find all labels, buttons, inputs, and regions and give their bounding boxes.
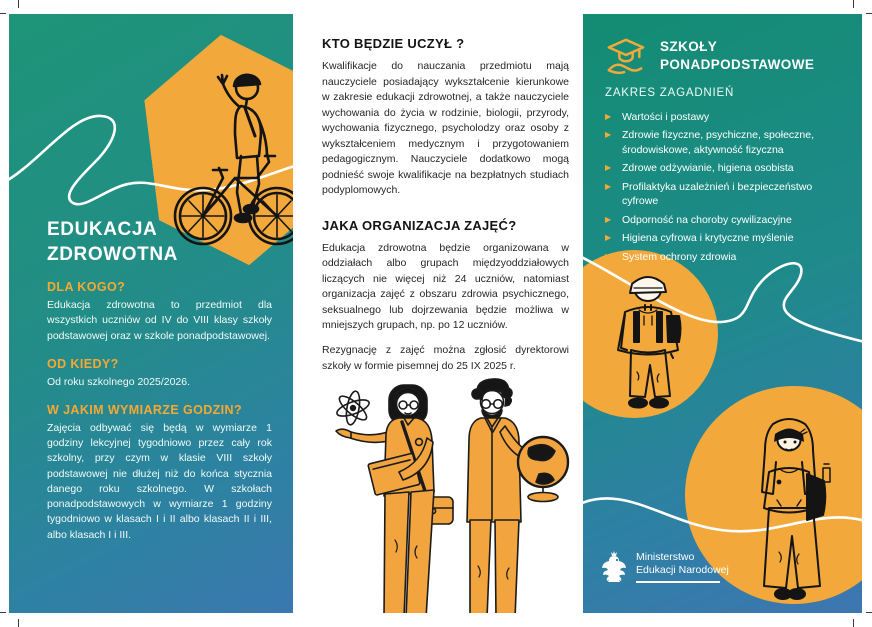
topic-label: Wartości i postawy xyxy=(622,111,710,123)
section-body: Edukacja zdrowotna to przedmiot dla wszystkich uczniów od IV do VIII klasy szkoły podstawowej oraz w szkole ponadpodstawowej. xyxy=(47,299,272,342)
section-body: Zajęcia odbywać się będą w wymiarze 1 godziny lekcyjnej tygodniowo przez cały rok szkolny, przy czym w klasie VIII szkoły podstawowej nie dłużej niż do końca stycznia danego roku szkolnego. W szkołach ponadpodstawowych w wymiarze 1 godziny tygodniowo w klasach I i II albo klasach II i III, albo klasach I i III. xyxy=(47,422,272,541)
section-heading-organizacja: JAKA ORGANIZACJA ZAJĘĆ? xyxy=(322,217,517,233)
crop-mark xyxy=(853,619,854,627)
topics-subheader: ZAKRES ZAGADNIEŃ xyxy=(605,87,735,99)
crop-mark xyxy=(853,0,854,8)
student-boy-illustration xyxy=(601,260,696,415)
bullet-arrow-icon: ▶ xyxy=(605,163,612,173)
crop-mark xyxy=(866,13,872,14)
topic-item xyxy=(605,128,850,157)
section-heading: OD KIEDY? xyxy=(47,356,119,371)
crop-mark xyxy=(866,612,872,613)
topic-item xyxy=(605,231,850,245)
paragraph: Kwalifikacje do nauczania przedmiotu mają nauczyciele posiadający wykształcenie kierunkowe w zakresie edukacji zdrowotnej, a także nauczyciele wychowania do życia w rodzinie, biologii, przyrody, wychowania fizycznego, psycholodzy oraz osoby z wykształceniem medycznym i przygotowaniem pedagogicznym. Nauczyciele dodatkowo mogą podnieść swoje kwalifikacje na bezpłatnych studiach podyplomowych. xyxy=(322,60,569,197)
student-girl-illustration xyxy=(735,412,845,612)
section-wymiar-godzin xyxy=(47,403,272,543)
right-panel-title xyxy=(660,38,814,74)
topic-label: Profilaktyka uzależnień i bezpieczeństwo cyfrowe xyxy=(622,180,813,208)
bullet-arrow-icon: ▶ xyxy=(605,233,612,243)
logo-underline xyxy=(636,581,720,583)
topic-label: Zdrowe odżywianie, higiena osobista xyxy=(622,162,794,175)
topic-item xyxy=(605,250,850,264)
section-od-kiedy xyxy=(47,357,272,390)
right-header xyxy=(605,36,850,76)
topic-label: System ochrony zdrowia xyxy=(622,250,737,263)
section-body: Od roku szkolnego 2025/2026. xyxy=(47,375,191,388)
bullet-arrow-icon: ▶ xyxy=(605,130,612,140)
paragraph: Edukacja zdrowotna będzie organizowana w oddziałach albo grupach międzyoddziałowych liczących nie więcej niż 24 uczniów, natomiast organizacja zajęć z obszaru zdrowia psychicznego, seksualnego lub dojrzewania będzie możliwa w mniejszych grupach, np. po 12 uczniów. xyxy=(322,241,569,332)
crop-mark xyxy=(0,612,6,613)
crop-mark xyxy=(18,619,19,627)
topic-label: Zdrowie fizyczne, psychiczne, społeczne, środowiskowe, aktywność fizyczna xyxy=(622,129,814,156)
crop-mark xyxy=(0,13,6,14)
logo-line-2: Edukacji Narodowej xyxy=(636,564,729,576)
bullet-arrow-icon: ▶ xyxy=(605,181,612,191)
topic-item xyxy=(605,110,850,124)
graduation-cap-hand-icon xyxy=(605,36,647,76)
topic-item xyxy=(605,161,850,175)
right-title-line-2: PONADPODSTAWOWE xyxy=(660,57,815,72)
section-heading: W JAKIM WYMIARZE GODZIN? xyxy=(47,403,243,418)
right-panel xyxy=(583,14,862,613)
topic-item xyxy=(605,180,850,209)
eagle-icon xyxy=(601,551,627,583)
two-teachers-illustration xyxy=(315,370,570,613)
left-panel xyxy=(9,14,293,613)
ministry-logo xyxy=(601,551,729,583)
title-line-1: EDUKACJA xyxy=(47,219,158,240)
middle-panel xyxy=(293,14,583,613)
section-dla-kogo xyxy=(47,280,272,344)
ministry-logo-text xyxy=(636,551,729,582)
bullet-arrow-icon: ▶ xyxy=(605,251,612,261)
bullet-arrow-icon: ▶ xyxy=(605,214,612,224)
topic-label: Odporność na choroby cywilizacyjne xyxy=(622,213,792,226)
right-title-line-1: SZKOŁY xyxy=(660,38,718,54)
topic-label: Higiena cyfrowa i krytyczne myślenie xyxy=(622,232,794,245)
section-heading: DLA KOGO? xyxy=(47,280,126,295)
logo-line-1: Ministerstwo xyxy=(636,551,695,564)
title-line-2: ZDROWOTNA xyxy=(47,244,178,266)
topics-list xyxy=(605,110,850,264)
bullet-arrow-icon: ▶ xyxy=(605,112,612,121)
crop-mark xyxy=(18,0,19,8)
section-heading-kto-bedzie-uczyl: KTO BĘDZIE UCZYŁ ? xyxy=(322,36,465,51)
paragraph: Rezygnację z zajęć można zgłosić dyrektorowi szkoły w formie pisemnej do 25 IX 2025 r. xyxy=(322,343,569,372)
page-title xyxy=(47,217,272,267)
topic-item xyxy=(605,213,850,227)
